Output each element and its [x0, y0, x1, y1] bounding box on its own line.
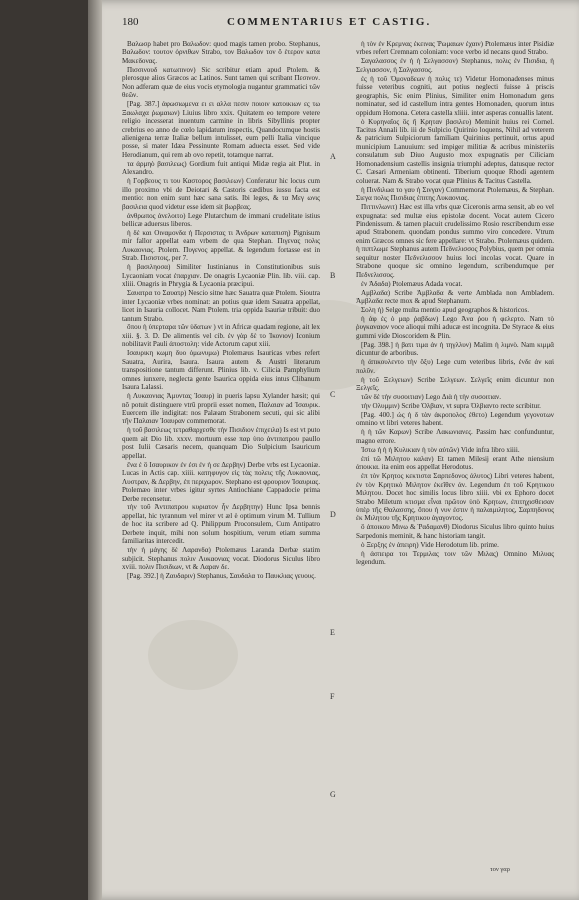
margin-letter: C: [330, 390, 336, 399]
text-paragraph: ἐπί τῶ Μιλητου καλαν) Et tamen Milesij erant Athe niensium ἀποικια. ita enim eos appellat Herodotus.: [356, 454, 554, 472]
margin-letter: B: [330, 271, 336, 280]
text-paragraph: Σολη ἡ) Selge multa mentio apud geographos & historicos.: [361, 306, 530, 315]
text-paragraph: τα ἀρμηὸ βασιλεως) Gordium fuit antiqui Midæ regia ait Plut. in Alexandro.: [122, 159, 320, 177]
text-paragraph: ἡ τὸν ἐν Κρεμνας ἐκεινας Ῥωμαιων ἐχαιν) Ptolemæus inter Pisidiæ vrbes refert Cremnam coloniam: voce verbo id necans quod Strabo.: [356, 40, 554, 57]
text-paragraph: τὴν τοῦ Ἀντιπατρου κυριατον ἦν Δερβητην) Hunc Ipsa bennis appellat, hic tyrannum vel mirer vt æl è optimum virum M. Tullium de hoc ita scribere ad Q. Philippum Proconsulem, Cum Antipatro Derbete inquit, mihi non solum hospitium, verum etiam summa familiaritas intercedit.: [122, 503, 320, 546]
text-paragraph: ἡ βασιληοσα) Similiter Iustinianus in Constitutionibus suis Lycaoniam vocat ἐπαρχιαν. De onagris Lycaoniæ Plin. lib. viii. cap. xliii. Onagris in Phrygia & Lycaonia præcipui.: [122, 263, 320, 289]
text-paragraph: ὁ Ξερξης ἐν ἀπειρη) Vide Herodotum lib. prime.: [361, 540, 499, 549]
margin-letters: [326, 0, 346, 900]
text-paragraph: Αμβλαδα) Scribe Ἀμβλαδα & verte Amblada non Ambladem. Ἀμβλαδα recte mox & apud Stephanum.: [356, 288, 554, 306]
text-paragraph: ἡ τοῦ Ξελγειων) Scribe Σελγεων. Σελγεῖς enim dicuntur non Ξελγεῖς.: [356, 375, 554, 393]
left-text-column: [122, 40, 320, 870]
margin-letter: E: [330, 628, 335, 637]
margin-letter: G: [330, 790, 336, 799]
text-paragraph: Σαγαλασσος ἐν ἡ ἡ Σελγασσον) Stephanus, πολις ἐν Πισιδια, ἡ Σελγιασσον, ἡ Σαλγασσος.: [356, 57, 554, 74]
text-paragraph: ἡ τοῦ βασιλεως τετραθαρχεσθε τὴν Πισιδιον ἐπιχειλα) Is est vt puto quem ait Dio lib. xxxv. mortuum esse παρ ὑπο ἀντιπατρου paullo post Iulii Cæsaris necem, quanquam Dio Sulpicium Isauricum appellat.: [122, 426, 320, 460]
text-paragraph: ἀνθρωπος ἀνελοιτο) Lege Plutarchum de immani crudelitate istius bellicæ aduersus liberos.: [122, 211, 320, 229]
margin-letter: D: [330, 510, 336, 519]
text-paragraph: Ἱστω ἡ ἡ ἡ Κυλικιαν ἡ τὸν αὐτῶν) Vide infra libro xiiii.: [361, 445, 520, 454]
text-paragraph: ἡ ἡ τῶν Καρων) Scribe Λακωνιανες. Passim hæc confunduntur, magno errore.: [356, 428, 554, 445]
page-gutter-shadow: [88, 0, 102, 900]
text-paragraph: τὴν Ολυμμιν) Scribe Ὀλβιαν, vt supra Ὀλβιαντο recte scribitur.: [361, 402, 541, 411]
text-paragraph: Ισαυρικη κωμη δυο ὁμωνυμω) Ptolemæus Isauricas vrbes refert Sauatra, Aurira, Isaura. Isaura autem & Austri literarum transpositione tantum differunt. Plinius lib. v. Cilicia Pamphylium omnes iunxere, neglecta gente Isaurica oppida eius intus Clibanum Isaura Lalassi.: [122, 349, 320, 392]
text-paragraph: [Pag. 400.] ὡς ἡ δ τὰν ἀκροπολος ἐθετο) Legendum γεγονοτων omnino vt libri veteres habent.: [356, 410, 554, 428]
text-paragraph: ἐν Ἀδαδα) Ptolemæus Adada vocat.: [361, 279, 463, 288]
text-paragraph: ἡ Γορβεους τι του Καστορος βασιλεων) Conferatur hic locus cum illo proximo vbi de Deiotari & Castoris cædibus iussu facta est mentio: non enim sunt hæc sana satis. Ibi leges, & τα Μεγ ωνις βασιλεια quod videtur esse idem sit βωρβεας.: [122, 177, 320, 211]
text-paragraph: Βαλωσρ habet pro Βαλωδον: quod magis tamen probo. Stephanus, Βαλωδον: τουτον ὀρνιθων Strabo, τον Βαλωδον τον ὃ ἑτερον κατα Μακεδονας.: [122, 40, 320, 65]
text-paragraph: ἐς ἡ τοῦ Ὀμοναδεων ἡ πολις τε) Videtur Homonadenses minus fuisse veteribus cogniti, aut potius neglecti fuisse à priscis geographis, Sic enim Plinius, Similiter enim Homonadum gens nominatur, sed id castellum intra gentes Homonaden, quorum intus oppidum Homona. Cetera castella xliiii. inter asperas conuallis latent.: [356, 74, 554, 117]
catchword: τον γαρ: [490, 866, 510, 873]
book-page: [88, 0, 579, 900]
text-paragraph: Πιττινλωνιτ) Hæc est illa vrbs quæ Ciceronis arma sensit, ab eo vel expugnata: sed multæ eius epistolæ docent. Vocat autem Cicero Pindenissum. & tamen placuit crudelissimo Rosio rescribendum esse apud Strabonem. quondam pondus summo viro concedere. Vtrum enim Græcos omnes sic fere appellare: vt Strabo. Ptolemæus quidem. ἡ πιπτλωμε Stephanus autem Πεδνελισσος Polybius, quem per omnia sequitur noster Πεδνελισσον huius loci incolas vocat. Quare in Strabone quoque sic omnino legendum, scribendumque per Πεδνελισσος.: [356, 203, 554, 279]
text-paragraph: τῶν δὲ τὴν συσοιτιαν) Lego Διὰ ἡ τὴν συσοιτιαν.: [361, 393, 501, 402]
text-paragraph: ἡ δὲ και Οιναμονδα ἡ Περσιστας τι Ἀνδρων καταπιση) Pignisum mir fallor appellat eam vrbem de qua Stephan. Πιγενας πολις Λυκαονιας. Ptolem. Πυγενος appellat. & legendum fortasse est in Strab. Πισιστοις, per 7.: [122, 228, 320, 263]
text-paragraph: ἡ ἀσπειρα τοι Τερμιλας τοιν τῶν Μιλας) Omnino Μιλυας legendum.: [356, 549, 554, 567]
text-paragraph: ὃ ἀποικου Μινω & Ῥαδαμανθ) Diodorus Siculus libro quinto huius Sarpedonis meminit, & hanc historiam tangit.: [356, 523, 554, 540]
text-paragraph: [Pag. 398.] ἡ βατι τιμα ἀν ἡ τηγλλυν) Malim ἡ λιμνὸ. Nam κιμμᾶ dicuntur de arboribus.: [356, 340, 554, 358]
text-paragraph: τὴν ἡ μάγης δὲ Λαρανδα) Ptolemæus Laranda Derbæ statim subjicit. Stephanus πολιν Λυκαονιας vocat. Diodorus Siculus libro xviii. πολιν Πισιδιων, vt & Λαραν δε.: [122, 546, 320, 572]
text-paragraph: ὅπου ἡ ὑπερταρα τῶν ὑδατων ) vt in Africæ quadam regione, ait lex xiii. §. 3. D. De alimentis vel cib. ἐν γὰρ δὲ το Ἰκονιον) Iconium nobilitavit Pauli ἀποστολη: vide Actorum caput xiii.: [122, 323, 320, 349]
text-paragraph: ἡ Πινδιλωα το γαυ ἡ Σινγαν) Commemorat Ptolemæus, & Stephan. Σιεγα πολις Πισιδιας ἐπιτης Λυκαονιας.: [356, 185, 554, 203]
right-text-column: [356, 40, 554, 870]
margin-letter: F: [330, 692, 335, 701]
text-paragraph: ἕνα ἐ ὃ Ισαυρικον ἐν ἐσι ἐν ἡ σε Δερβην) Derbe vrbs est Lycaoniæ. Lucas in Actis cap. xiiii. κατηφυγον εἰς τὰς πολεις τῆς Λυκαονιας, Λυστραν, & Δερβην, ἐπ περιχωρον. Stephano est φρουριον Ἰσαυριας. Ptolemæo inter vrbes igitur syrtes Antiochiane Cappadocie prima Derbe recensetur.: [122, 460, 320, 503]
margin-letter: A: [330, 152, 336, 161]
text-paragraph: ἡ ἀπικουλεντο τὴν ὄξυ) Lege cum veteribus libris, ἐνδε ἀν καὶ πολῦν.: [356, 358, 554, 375]
text-paragraph: Πισσινουδ κατωπινον) Sic scribitur etiam apud Ptolem. & plerosque alios Græcos ac Latinos. Sunt tamen qui scribant Πεσινον. Non adferam quæ de eius vocis etymologia nugantur grammatici τῶν θεῶν.: [122, 65, 320, 100]
text-paragraph: [Pag. 392.] ἡ Ζαυδαριν) Stephanus, Σαυδαλα το Παυκλιας γευους.: [127, 572, 316, 581]
page-number: 180: [122, 16, 139, 28]
running-head: COMMENTARIUS ET CASTIG.: [227, 16, 432, 28]
text-paragraph: ἡ ἀφ ἐς ὁ μαρ ῥαβδων) Lego Ἀνα ῥου ἡ φελερτο. Nam τὸ ῥυγκαναιον voce alioqui mihi aducæ est incognita. De Styrace & eius gummi vide Dioscoridem & Plin.: [356, 315, 554, 340]
text-paragraph: ὁ Κυρηναῖος ὃς ἢ Κρηταν βασιλευ) Meminit huius rei Cornel. Tacitus Annali lib. iii de Sulpicio Quirinio loquens, Nihil ad veterem & patricium Sulpiciorum familiam Quirinius pertinuit, ortus apud municipium Lanuuium: sed impiger militiæ & acribus ministeriis consulatum sub Diuo Augusto mox expugnatis per Ciliciam Homonadensium castellis insignia triumphi adeptus, datusque rector C. Cæsari Armeniam obtinenti. Tiberium quoque Rhodi agentem coluerat. Nam & Strabo vocat quæ Plinius & Tacitus Castella.: [356, 117, 554, 185]
text-paragraph: ἐπ τὸν Κρητος κεκτιστα Σαρπεδονος ἀλυτος) Libri veteres habent, ἐν τὸν Κρητικὸ Μιλητον ἐκεῖθεν ἀν. Legendum ἐπ τοῦ Κρητικου Μιλητου. Docet hoc similis locus libro xiiii. vbi ex Ephoro docet Strabo Miletum κτισμα εἶναι πρῶτον ὑπὸ Κρητων, ἐπιτηχισθεισαν ὑπὲρ τῆς Θαλασσης, ὅπου ἡ νυν ἐστιν ἡ παλαιμιλητος, Σαρπηδονος ἐκ Μιλητου τῆς Κρητικου ἀγαγοντος.: [356, 472, 554, 523]
text-paragraph: ἡ Λυκαονιας Ἀμυντας Ἰσαυρ) in pueris lapsu Xylander hæsit; qui nō potuit distinguere vtrū proprii esset nomen, Παλαιαν ad Ἰσαυρικ. Euercem ille indigitat: nos Palæam Strabonem secuti, qui sic alibi τῆν Παλαιαν Ἰσαυραν commemorat.: [122, 392, 320, 426]
text-paragraph: Σαυατρα το Σαυατρ) Nescio sitne hæc Sauatra quæ Ptolem. Sioutra inter Lycaoniæ vrbes nominat: an potius quæ idem Sauatra appellat, licet in Isauria collocet. Nam Ptolem. tria oppida Isauriæ tribuit: duo tantum Strabo.: [122, 289, 320, 323]
text-paragraph: [Pag. 387.] ἀφωσιωμενα ει ει αλλα πεσιν ποιοιν κατοικιων ες τω Ξαωλαχα ῥωμαιων) Liuius libro xxix. Quitatem eo tempore vetere religio incesserat inuentum carmine in libris Sibyllinis propter crebrius eo anno de cœlo lapidatum inspectis, Quandocumque hostis alienigena terræ Italiæ bellum intulisset, eum pelli Italia vincique posse, si mater Idæa Pessinunte Romam aduecta esset. Sed vide Herodianum, qui rem ab ovo repetit, totamque narrat.: [122, 100, 320, 159]
